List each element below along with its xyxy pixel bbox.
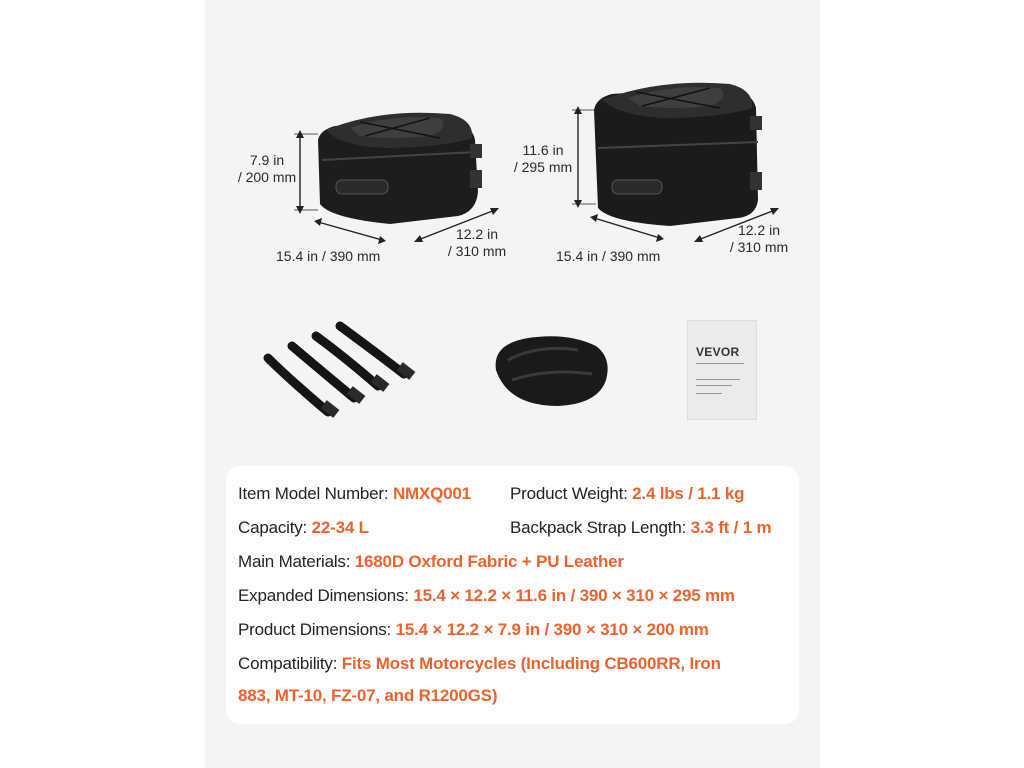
spec-expanded-dimensions: Expanded Dimensions: 15.4 × 12.2 × 11.6 in / 390 × 310 × 295 mm — [238, 586, 735, 605]
spec-model: Item Model Number: NMXQ001 — [238, 484, 471, 503]
spec-strap-length: Backpack Strap Length: 3.3 ft / 1 m — [510, 518, 772, 537]
large-width-label: 15.4 in / 390 mm — [556, 248, 661, 264]
spec-product-dimensions: Product Dimensions: 15.4 × 12.2 × 7.9 in / 390 × 310 × 200 mm — [238, 620, 709, 639]
specifications-card — [226, 466, 799, 724]
large-height-label: 11.6 in / 295 mm — [513, 142, 573, 175]
manual-brand-logo: VEVOR — [696, 345, 740, 359]
user-manual-image — [687, 320, 757, 420]
spec-capacity: Capacity: 22-34 L — [238, 518, 369, 537]
spec-weight: Product Weight: 2.4 lbs / 1.1 kg — [510, 484, 745, 503]
large-depth-label: 12.2 in / 310 mm — [729, 222, 789, 255]
small-height-label: 7.9 in / 200 mm — [237, 152, 297, 185]
spec-materials: Main Materials: 1680D Oxford Fabric + PU Leather — [238, 552, 624, 571]
small-width-label: 15.4 in / 390 mm — [276, 248, 381, 264]
mounting-straps-image — [258, 318, 438, 428]
spec-compatibility: Compatibility: Fits Most Motorcycles (Including CB600RR, Iron — [238, 654, 721, 673]
rain-cover-image — [488, 330, 614, 410]
small-depth-label: 12.2 in / 310 mm — [447, 226, 507, 259]
spec-compatibility-cont: 883, MT-10, FZ-07, and R1200GS) — [238, 686, 498, 705]
